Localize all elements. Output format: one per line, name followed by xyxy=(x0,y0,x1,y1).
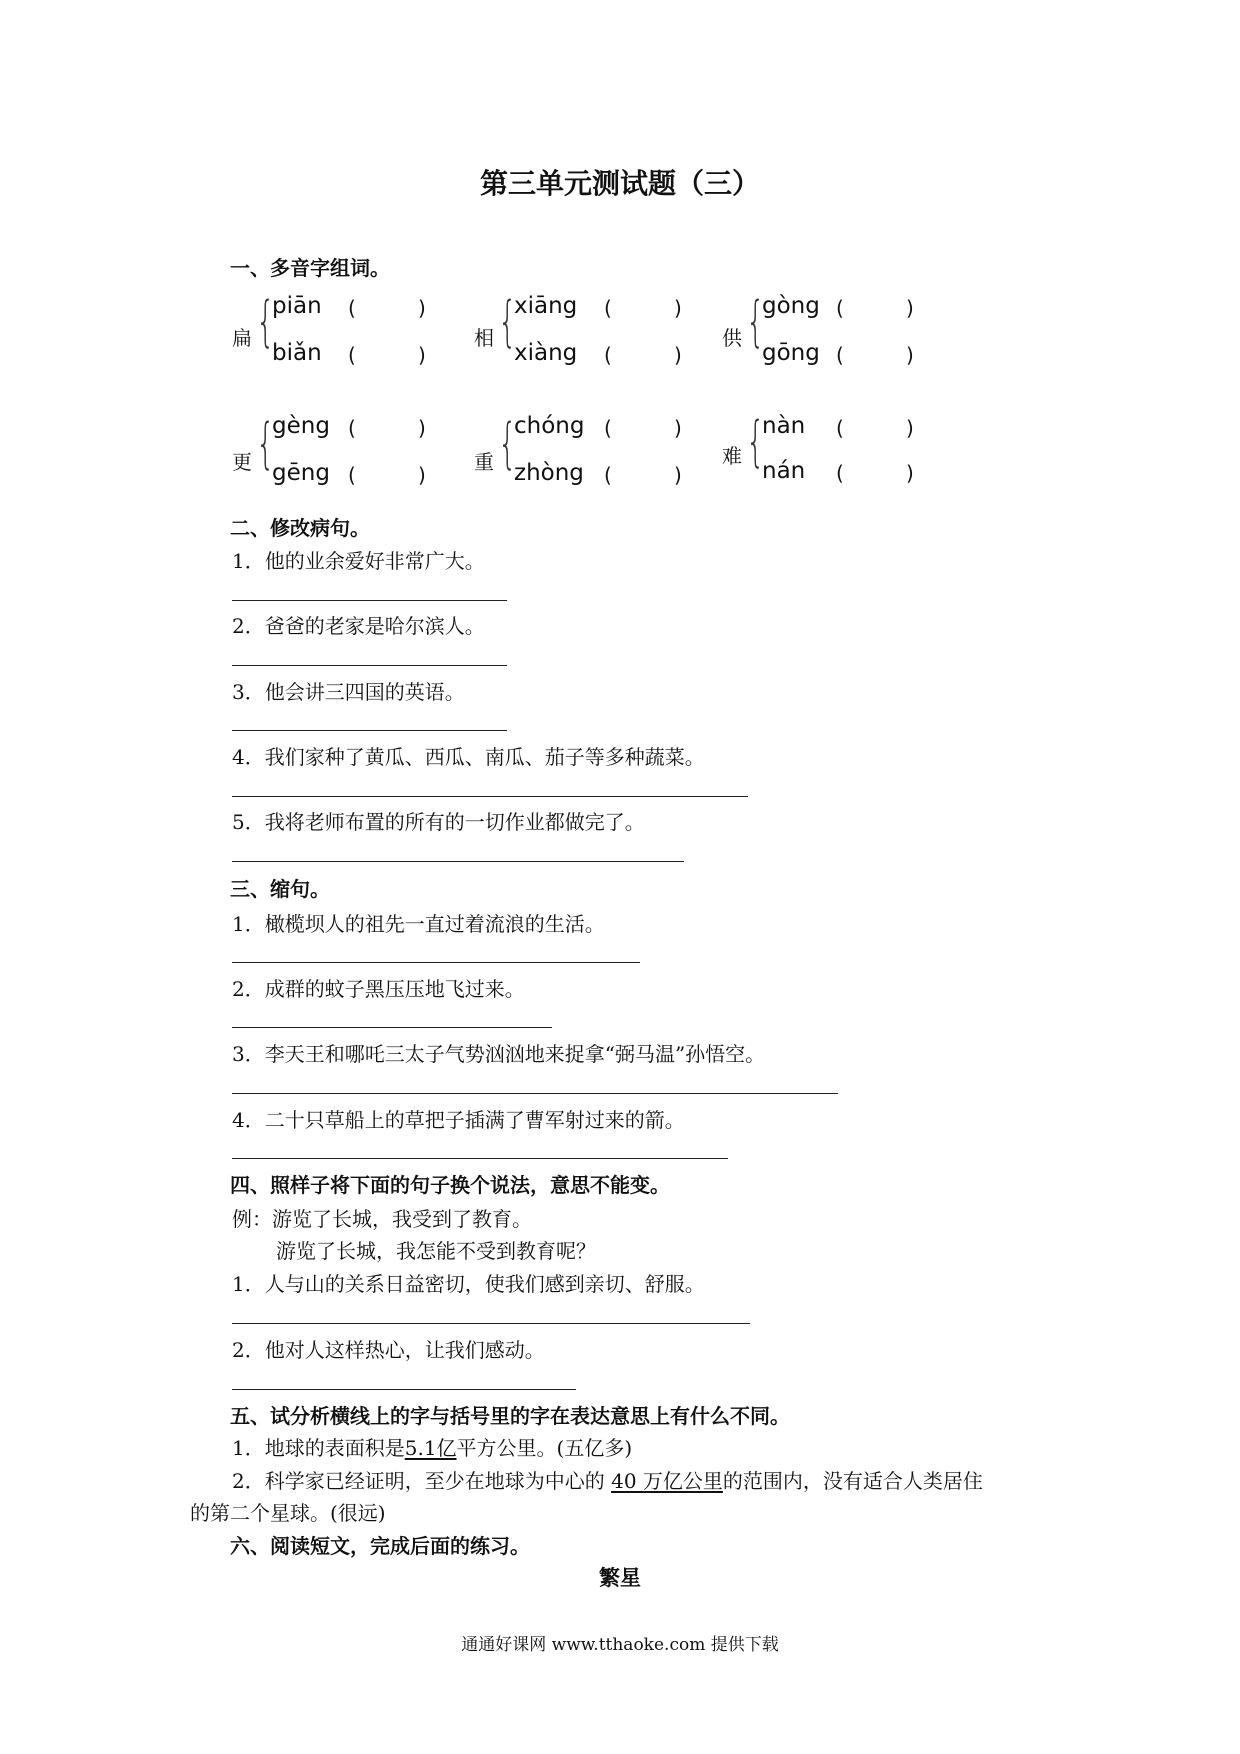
answer-paren-close: ) xyxy=(418,343,426,367)
section-4-heading: 四、照样子将下面的句子换个说法，意思不能变。 xyxy=(230,1173,670,1197)
answer-paren-open: ( xyxy=(348,463,356,487)
reading-title: 繁星 xyxy=(599,1565,641,1590)
answer-line[interactable] xyxy=(232,861,684,862)
pinyin-reading: chóng xyxy=(514,413,585,439)
question-item-continuation: 的第二个星球。(很远) xyxy=(190,1501,386,1525)
section-1-heading: 一、多音字组词。 xyxy=(230,256,390,280)
question-item: 3．李天王和哪吒三太子气势汹汹地来捉拿“弼马温”孙悟空。 xyxy=(232,1042,766,1066)
pinyin-reading: gèng xyxy=(272,413,330,439)
question-item: 5．我将老师布置的所有的一切作业都做完了。 xyxy=(232,810,645,834)
pinyin-reading: gòng xyxy=(762,293,820,319)
brace-symbol: { xyxy=(746,410,765,473)
answer-line[interactable] xyxy=(232,962,640,963)
answer-paren-open: ( xyxy=(348,343,356,367)
page-title: 第三单元测试题（三） xyxy=(479,167,760,200)
polyphone-char: 更 xyxy=(232,450,252,474)
brace-symbol: { xyxy=(498,412,517,475)
answer-line[interactable] xyxy=(232,1027,552,1028)
polyphone-char: 难 xyxy=(722,444,742,468)
question-item xyxy=(232,1465,983,1494)
answer-paren-close: ) xyxy=(418,296,426,320)
underlined-term: 40 万亿公里 xyxy=(611,1469,723,1493)
answer-line[interactable] xyxy=(232,1093,838,1094)
answer-paren-close: ) xyxy=(906,296,914,320)
polyphone-char: 相 xyxy=(474,326,494,350)
pinyin-reading: nán xyxy=(762,458,806,484)
pinyin-reading: gēng xyxy=(272,460,330,486)
section-5-heading: 五、试分析横线上的字与括号里的字在表达意思上有什么不同。 xyxy=(230,1404,790,1428)
answer-paren-close: ) xyxy=(906,461,914,485)
answer-paren-open: ( xyxy=(604,416,612,440)
answer-paren-open: ( xyxy=(604,463,612,487)
example-sentence: 例：游览了长城，我受到了教育。 xyxy=(232,1207,532,1231)
question-item: 1．橄榄坝人的祖先一直过着流浪的生活。 xyxy=(232,912,605,936)
section-6-heading: 六、阅读短文，完成后面的练习。 xyxy=(230,1534,530,1558)
question-text: 2．科学家已经证明，至少在地球为中心的 xyxy=(232,1469,605,1493)
answer-paren-open: ( xyxy=(836,416,844,440)
answer-paren-close: ) xyxy=(674,463,682,487)
question-text: 平方公里。(五亿多) xyxy=(456,1436,633,1460)
brace-symbol: { xyxy=(256,412,275,475)
answer-line[interactable] xyxy=(232,665,507,666)
question-item: 3．他会讲三四国的英语。 xyxy=(232,680,465,704)
question-item: 4．二十只草船上的草把子插满了曹军射过来的箭。 xyxy=(232,1108,685,1132)
pinyin-reading: biǎn xyxy=(272,340,322,366)
pinyin-reading: gōng xyxy=(762,340,820,366)
question-text: 的范围内，没有适合人类居住 xyxy=(722,1469,983,1493)
answer-line[interactable] xyxy=(232,1389,576,1390)
answer-paren-close: ) xyxy=(674,343,682,367)
answer-line[interactable] xyxy=(232,1158,728,1159)
question-item: 2．成群的蚊子黑压压地飞过来。 xyxy=(232,977,525,1001)
polyphone-char: 供 xyxy=(722,326,742,350)
answer-paren-open: ( xyxy=(348,416,356,440)
answer-paren-open: ( xyxy=(604,296,612,320)
answer-paren-close: ) xyxy=(906,416,914,440)
pinyin-reading: xiàng xyxy=(514,340,578,366)
page-footer: 通通好课网 www.tthaoke.com 提供下载 xyxy=(461,1635,779,1655)
answer-paren-close: ) xyxy=(674,296,682,320)
pinyin-reading: piān xyxy=(272,293,322,319)
question-item: 2．爸爸的老家是哈尔滨人。 xyxy=(232,614,485,638)
polyphone-char: 扁 xyxy=(232,326,252,350)
section-2-heading: 二、修改病句。 xyxy=(230,516,370,540)
pinyin-reading: zhòng xyxy=(514,460,584,486)
answer-line[interactable] xyxy=(232,1323,750,1324)
polyphone-char: 重 xyxy=(474,450,494,474)
answer-line[interactable] xyxy=(232,730,507,731)
brace-symbol: { xyxy=(256,290,275,353)
answer-paren-close: ) xyxy=(674,416,682,440)
pinyin-reading: xiāng xyxy=(514,293,578,319)
answer-line[interactable] xyxy=(232,600,507,601)
section-3-heading: 三、缩句。 xyxy=(230,877,330,901)
answer-paren-close: ) xyxy=(906,343,914,367)
answer-paren-close: ) xyxy=(418,463,426,487)
question-item: 1．人与山的关系日益密切，使我们感到亲切、舒服。 xyxy=(232,1272,705,1296)
underlined-term: 5.1亿 xyxy=(404,1436,457,1460)
answer-line[interactable] xyxy=(232,796,748,797)
pinyin-reading: nàn xyxy=(762,413,806,439)
question-item: 2．他对人这样热心，让我们感动。 xyxy=(232,1338,545,1362)
question-item: 4．我们家种了黄瓜、西瓜、南瓜、茄子等多种蔬菜。 xyxy=(232,745,705,769)
answer-paren-open: ( xyxy=(836,461,844,485)
brace-symbol: { xyxy=(498,290,517,353)
question-item xyxy=(232,1432,632,1461)
answer-paren-open: ( xyxy=(836,296,844,320)
answer-paren-open: ( xyxy=(836,343,844,367)
answer-paren-open: ( xyxy=(348,296,356,320)
example-answer: 游览了长城，我怎能不受到教育呢？ xyxy=(276,1239,596,1263)
question-item: 1．他的业余爱好非常广大。 xyxy=(232,549,485,573)
question-text: 1．地球的表面积是 xyxy=(232,1436,405,1460)
brace-symbol: { xyxy=(746,290,765,353)
answer-paren-open: ( xyxy=(604,343,612,367)
answer-paren-close: ) xyxy=(418,416,426,440)
